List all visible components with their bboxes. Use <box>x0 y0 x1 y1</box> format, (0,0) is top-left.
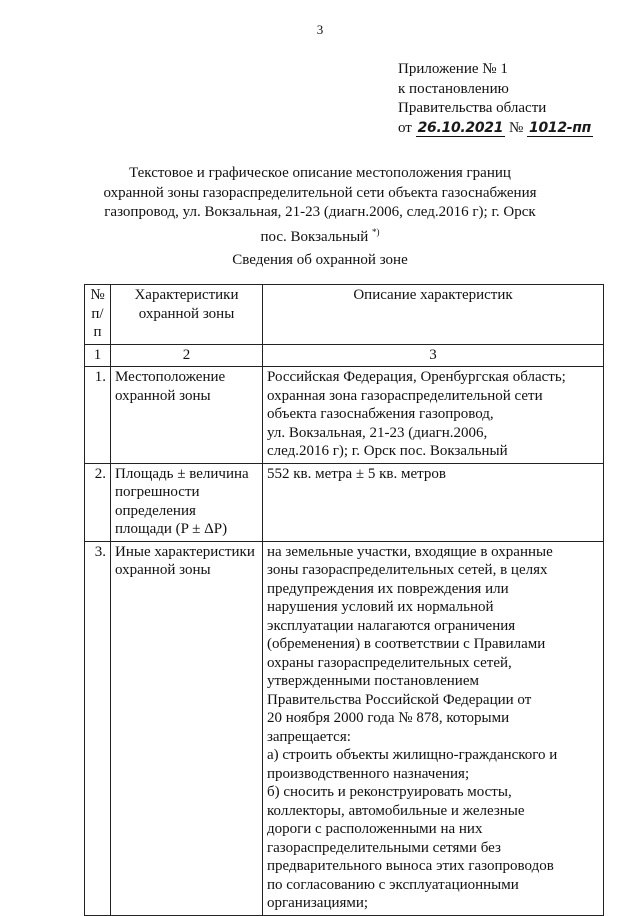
title-line-4: пос. Вокзальный <box>260 228 369 245</box>
date-prefix: от <box>398 119 412 136</box>
characteristic-line: Площадь ± величина <box>115 465 249 482</box>
description-line: объекта газоснабжения газопровод, <box>267 406 494 422</box>
characteristic-line: площади (P ± ΔP) <box>115 521 228 537</box>
description-line: запрещается: <box>267 728 351 745</box>
header-characteristic: Характеристики охранной зоны <box>111 285 263 345</box>
appendix-date-line <box>398 119 618 139</box>
description-line: предварительного выноса этих газопроводов <box>267 858 554 874</box>
description-line: охранная зона газораспределительной сети <box>267 387 543 404</box>
footnote-mark: *) <box>372 226 380 237</box>
description-line: по согласованию с эксплуатационными <box>267 876 519 893</box>
table-row <box>85 463 604 541</box>
title-line-1: Текстовое и графическое описание местоположения границ <box>129 165 511 181</box>
description-line: 552 кв. метра ± 5 кв. метров <box>267 465 446 482</box>
description-line: дороги с расположенными на них <box>267 821 483 837</box>
description-line: на земельные участки, входящие в охранные <box>267 543 553 560</box>
description-line: газораспределительными сетями без <box>267 839 501 856</box>
appendix-line-1: Приложение № 1 <box>398 61 508 77</box>
row-characteristic <box>111 541 263 915</box>
title-line-4-wrap <box>100 223 540 248</box>
row-characteristic <box>111 367 263 464</box>
appendix-line-3: Правительства области <box>398 100 547 116</box>
section-subtitle: Сведения об охранной зоне <box>232 252 408 268</box>
header-number: № п/п <box>85 285 111 345</box>
row-description <box>263 541 604 915</box>
table-header-row <box>85 285 604 345</box>
characteristic-line: погрешности <box>115 484 200 500</box>
description-line: предупреждения их повреждения или <box>267 580 509 597</box>
characteristic-line: определения <box>115 502 196 519</box>
title-line-3: газопровод, ул. Вокзальная, 21-23 (диагн.2006, след.2016 г); г. Орск <box>104 204 536 220</box>
number-prefix: № <box>508 119 524 136</box>
row-number: 2. <box>85 463 111 541</box>
row-description <box>263 463 604 541</box>
handwritten-number: 1012-пп <box>529 119 592 136</box>
page-number: 3 <box>316 22 324 37</box>
appendix-line-2: к постановлению <box>398 80 509 97</box>
description-line: производственного назначения; <box>267 765 470 782</box>
description-line: охраны газораспределительных сетей, <box>267 654 512 671</box>
index-3: 3 <box>263 344 604 367</box>
description-line: утвержденными постановлением <box>267 673 479 689</box>
table-index-row <box>85 344 604 367</box>
characteristic-line: Иные характеристики <box>115 543 255 560</box>
table-row <box>85 541 604 915</box>
row-description <box>263 367 604 464</box>
index-1: 1 <box>85 344 111 367</box>
description-line: нарушения условий их нормальной <box>267 599 494 615</box>
description-line: Российская Федерация, Оренбургская область; <box>267 369 566 385</box>
index-2: 2 <box>111 344 263 367</box>
characteristic-line: охранной зоны <box>115 562 211 578</box>
zone-info-table <box>84 284 604 916</box>
description-line: эксплуатации налагаются ограничения <box>267 617 516 634</box>
description-line: зоны газораспределительных сетей, в целях <box>267 562 548 578</box>
row-number: 1. <box>85 367 111 464</box>
description-line: ул. Вокзальная, 21-23 (диагн.2006, <box>267 424 488 441</box>
description-line: след.2016 г); г. Орск пос. Вокзальный <box>267 443 508 459</box>
description-line: коллекторы, автомобильные и железные <box>267 802 525 819</box>
header-description: Описание характеристик <box>263 285 604 345</box>
title-line-2: охранной зоны газораспределительной сети объекта газоснабжения <box>103 184 537 201</box>
description-line: б) сносить и реконструировать мосты, <box>267 784 512 800</box>
characteristic-line: охранной зоны <box>115 387 211 404</box>
document-title <box>100 164 540 247</box>
table-row <box>85 367 604 464</box>
description-line: (обременения) в соответствии с Правилами <box>267 636 546 652</box>
row-number: 3. <box>85 541 111 915</box>
description-line: а) строить объекты жилищно-гражданского и <box>267 747 558 763</box>
description-line: организациями; <box>267 895 369 911</box>
handwritten-date: 26.10.2021 <box>417 119 504 136</box>
description-line: 20 ноября 2000 года № 878, которыми <box>267 710 510 726</box>
row-characteristic <box>111 463 263 541</box>
characteristic-line: Местоположение <box>115 369 226 385</box>
description-line: Правительства Российской Федерации от <box>267 691 532 708</box>
appendix-block <box>398 60 618 138</box>
